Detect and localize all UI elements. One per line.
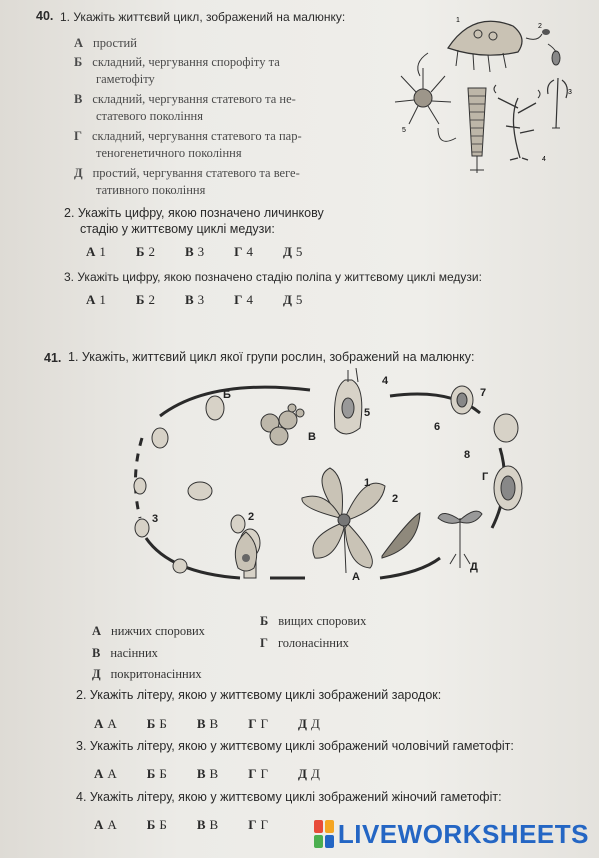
q41-question-1: 1. Укажіть, життєвий цикл якої групи рослин, зображений на малюнку: xyxy=(68,350,475,364)
q40-option-b[interactable]: Б складний, чергування спорофіту та xyxy=(74,55,280,69)
plant-label-2-pistil: 2 xyxy=(248,511,255,523)
q40-option-d-line2: тативного покоління xyxy=(96,183,206,197)
q40-question-2: 2. Укажіть цифру, якою позначено личинкову xyxy=(64,206,324,220)
q40-q2-answer-g[interactable]: Г 4 xyxy=(234,244,253,259)
q41-option-a[interactable]: А нижчих спорових xyxy=(92,624,205,638)
plant-label-7: 7 xyxy=(480,387,487,399)
medusa-life-cycle-figure xyxy=(378,8,588,186)
q41-option-d[interactable]: Д покритонасінних xyxy=(92,667,202,681)
q40-q2-answer-b[interactable]: Б 2 xyxy=(135,244,155,259)
q41-q3-answer-b[interactable]: Б Б xyxy=(146,766,167,781)
medusa-label-4: 4 xyxy=(542,156,546,163)
liveworksheets-logo xyxy=(314,816,589,852)
q40-option-v[interactable]: В складний, чергування статевого та не- xyxy=(74,92,296,106)
q40-option-v-line2: статевого покоління xyxy=(96,109,203,123)
q41-q2-answer-b[interactable]: Б Б xyxy=(146,716,167,731)
q40-question-2-line2: стадію у життєвому циклі медузи: xyxy=(80,222,275,236)
q40-q2-answers xyxy=(86,243,332,261)
q41-q2-answer-a[interactable]: А А xyxy=(94,716,117,731)
q40-option-g-line2: теногенетичного покоління xyxy=(96,146,242,160)
q40-question-3: 3. Укажіть цифру, якою позначено стадію поліпа у життєвому циклі медузи: xyxy=(64,270,482,284)
q40-q3-answer-a[interactable]: А 1 xyxy=(86,292,106,307)
q41-q3-answer-g[interactable]: Г Г xyxy=(248,766,268,781)
q40-question-1: 1. Укажіть життєвий цикл, зображений на малюнку: xyxy=(60,10,346,24)
plant-label-v: В xyxy=(308,431,316,443)
medusa-label-1: 1 xyxy=(456,17,460,24)
q41-number: 41. xyxy=(44,351,62,365)
q41-q4-answer-b[interactable]: Б Б xyxy=(146,817,167,832)
q40-q3-answers xyxy=(86,291,332,309)
plant-life-cycle-figure xyxy=(120,368,540,590)
q41-q4-answer-v[interactable]: В В xyxy=(196,817,219,832)
q40-q3-answer-g[interactable]: Г 4 xyxy=(234,292,253,307)
plant-label-1: 1 xyxy=(364,477,371,489)
liveworksheets-logo-text: LIVEWORKSHEETS xyxy=(337,818,589,849)
q41-q3-answer-a[interactable]: А А xyxy=(94,766,117,781)
q40-option-d[interactable]: Д простий, чергування статевого та веге- xyxy=(74,166,300,180)
q41-q2-answer-v[interactable]: В В xyxy=(196,716,219,731)
q41-option-g[interactable]: Г голонасінних xyxy=(260,636,349,650)
q41-question-3: 3. Укажіть літеру, якою у життєвому циклі зображений чоловічий гаметофіт: xyxy=(76,739,514,753)
plant-label-6: 6 xyxy=(434,421,441,433)
plant-label-b: Б xyxy=(223,389,231,401)
plant-label-d: Д xyxy=(470,561,478,573)
q41-question-4: 4. Укажіть літеру, якою у життєвому циклі зображений жіночий гаметофіт: xyxy=(76,790,502,804)
liveworksheets-logo-icon xyxy=(314,820,334,848)
medusa-label-3: 3 xyxy=(568,89,572,96)
plant-label-8: 8 xyxy=(464,449,471,461)
q41-q3-answer-v[interactable]: В В xyxy=(196,766,219,781)
plant-label-3: 3 xyxy=(152,513,159,525)
q40-option-b-line2: гаметофіту xyxy=(96,72,155,86)
q40-q2-answer-v[interactable]: В 3 xyxy=(185,244,205,259)
q40-q3-answer-v[interactable]: В 3 xyxy=(185,292,205,307)
q41-q3-answer-d[interactable]: Д Д xyxy=(298,766,320,781)
q40-q3-answer-b[interactable]: Б 2 xyxy=(135,292,155,307)
q40-number: 40. xyxy=(36,9,54,23)
plant-label-a: А xyxy=(352,571,360,583)
q40-option-g[interactable]: Г складний, чергування статевого та пар- xyxy=(74,129,302,143)
plant-label-4: 4 xyxy=(382,375,389,387)
medusa-label-2: 2 xyxy=(538,23,542,30)
plant-label-2: 2 xyxy=(392,493,399,505)
q41-q2-answer-g[interactable]: Г Г xyxy=(248,716,268,731)
q41-q4-answer-a[interactable]: А А xyxy=(94,817,117,832)
q41-option-v[interactable]: В насінних xyxy=(92,646,158,660)
q41-q3-answers xyxy=(94,765,350,783)
q41-option-b[interactable]: Б вищих спорових xyxy=(260,614,367,628)
q41-q2-answer-d[interactable]: Д Д xyxy=(298,716,320,731)
q40-q2-answer-a[interactable]: А 1 xyxy=(86,244,106,259)
q41-q4-answers xyxy=(94,816,298,834)
q40-q2-answer-d[interactable]: Д 5 xyxy=(282,244,303,259)
q40-option-a[interactable]: А простий xyxy=(74,36,137,50)
q41-q4-answer-g[interactable]: Г Г xyxy=(248,817,268,832)
q40-q3-answer-d[interactable]: Д 5 xyxy=(282,292,303,307)
medusa-label-5: 5 xyxy=(402,127,406,134)
plant-label-g: Г xyxy=(482,471,489,483)
plant-label-5: 5 xyxy=(364,407,371,419)
q41-question-2: 2. Укажіть літеру, якою у життєвому циклі зображений зародок: xyxy=(76,688,442,702)
q41-q2-answers xyxy=(94,715,350,733)
